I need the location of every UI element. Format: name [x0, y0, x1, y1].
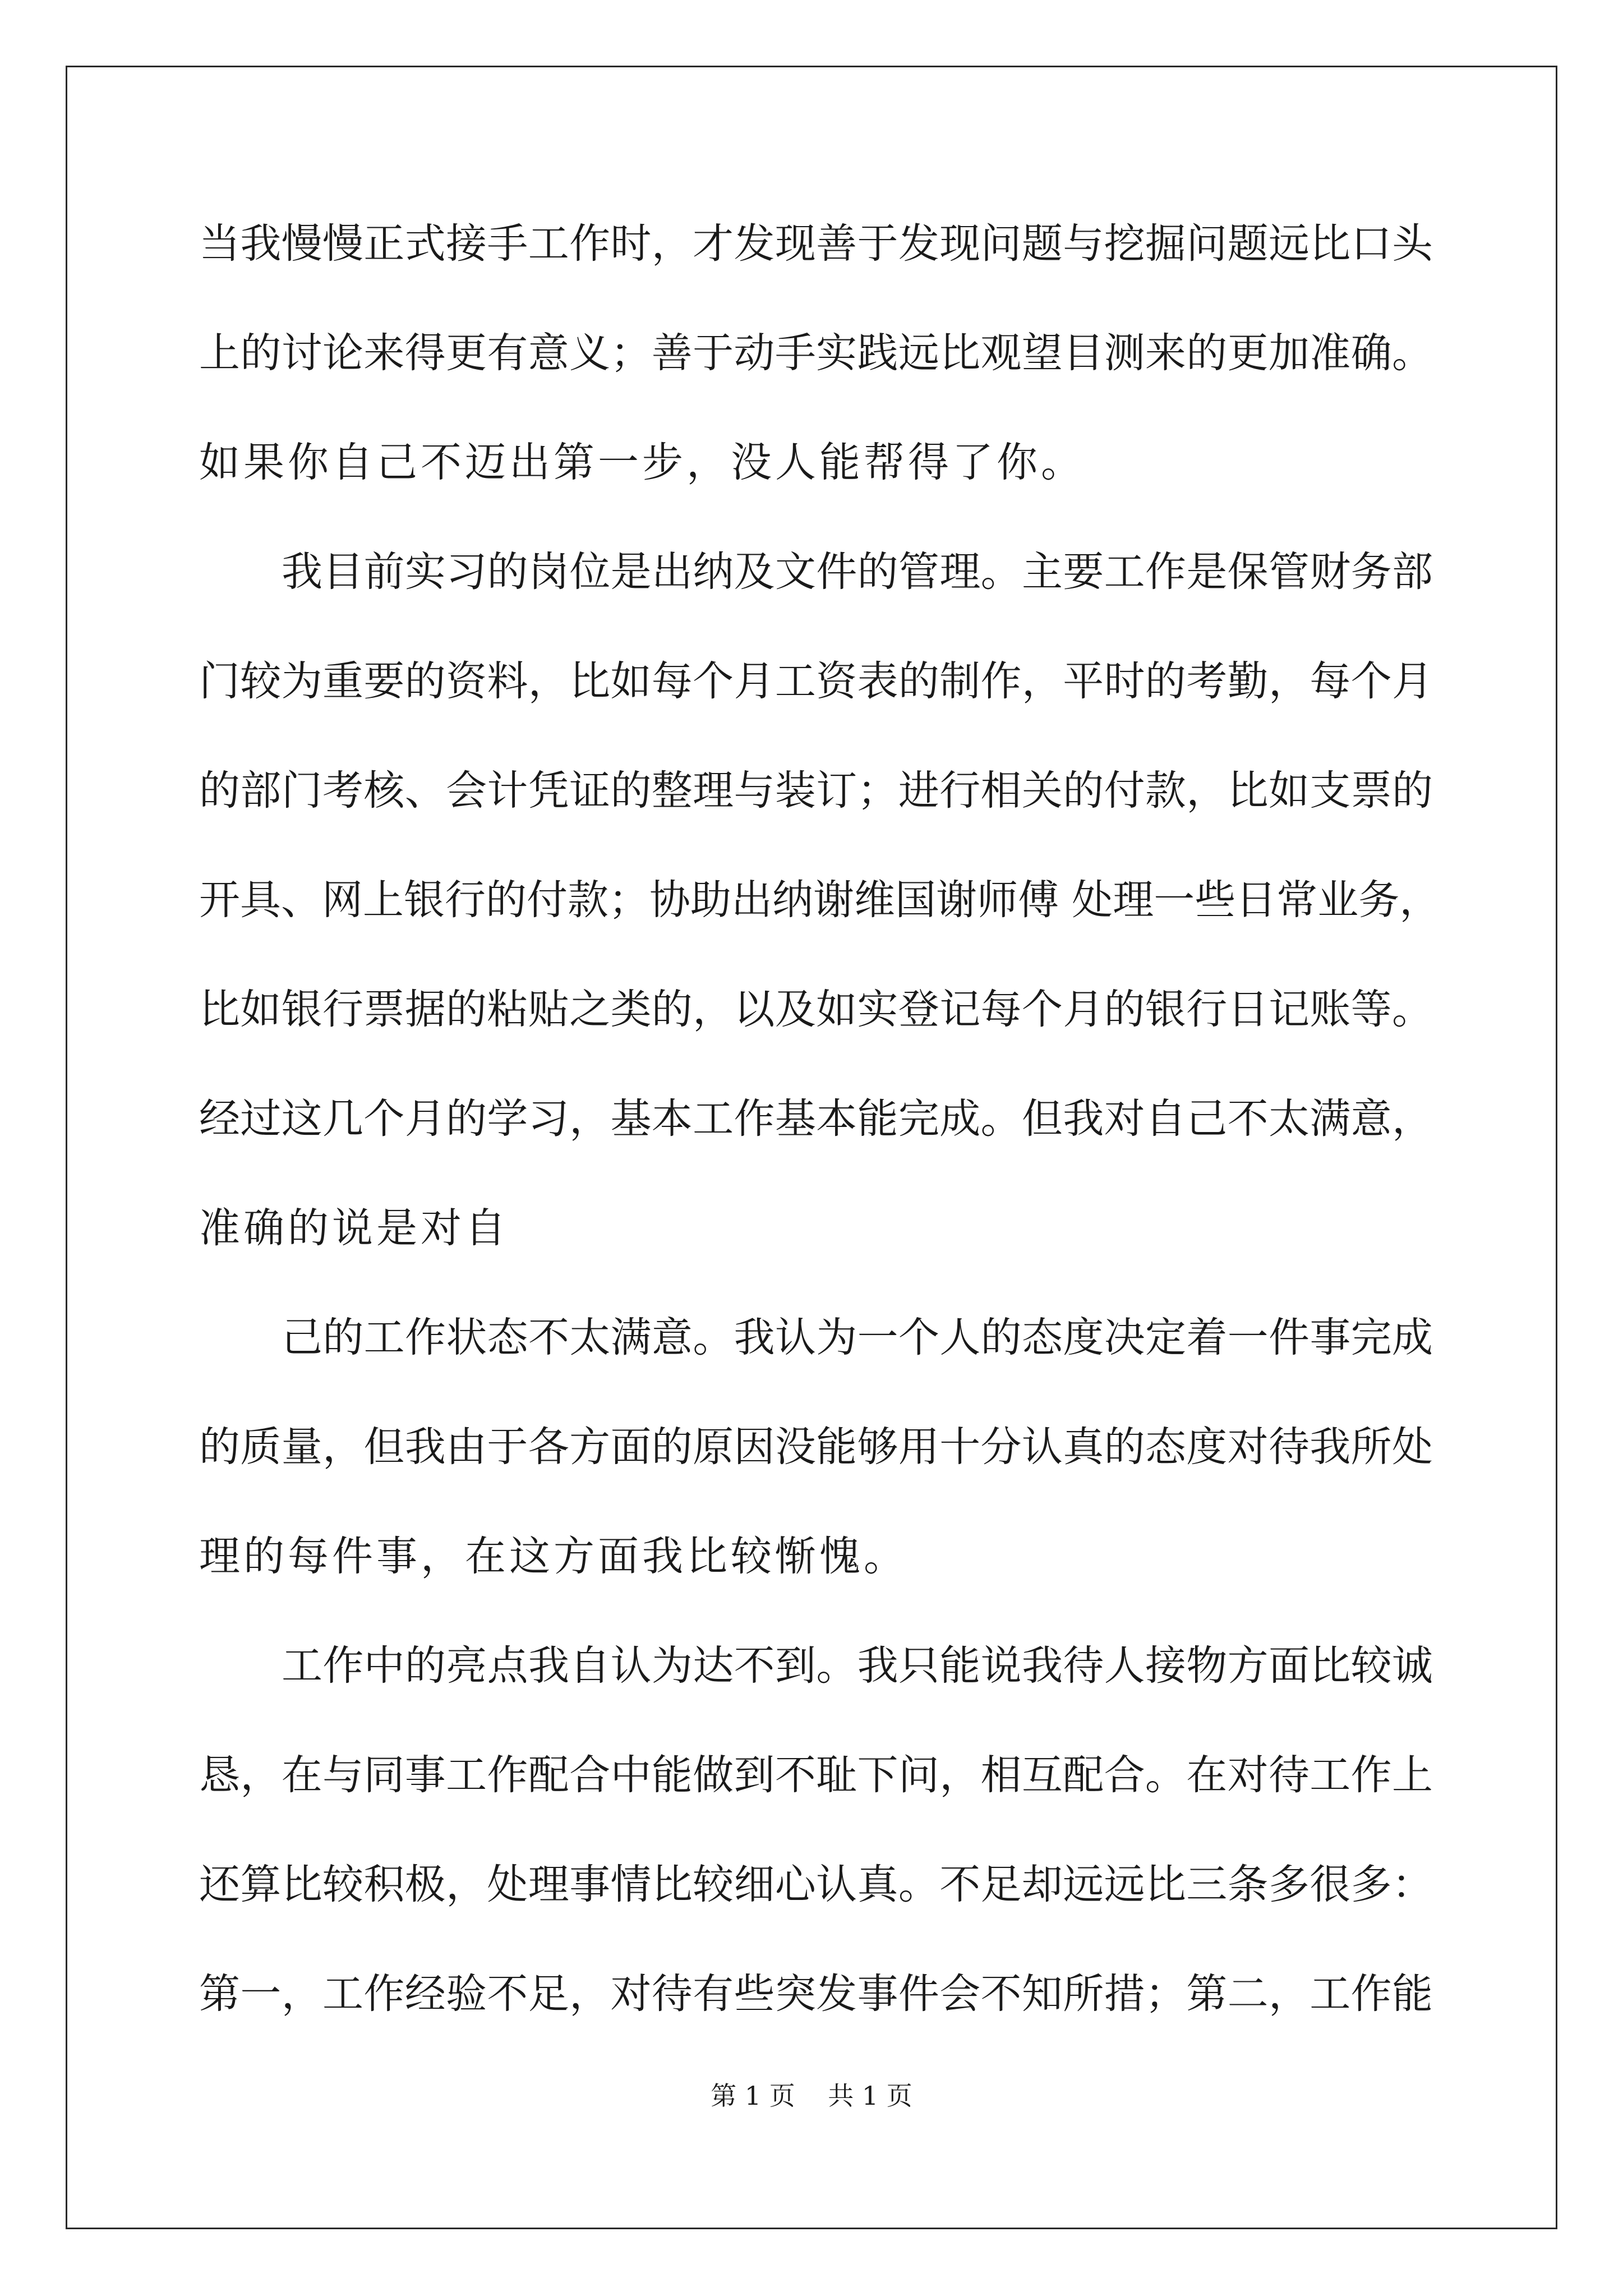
text-line: 准确的说是对自	[199, 1204, 509, 1252]
text-line: 理的每件事，在这方面我比较惭愧。	[199, 1533, 908, 1580]
text-line: 门较为重要的资料，比如每个月工资表的制作，平时的考勤，每个月	[199, 657, 1433, 705]
text-line: 工作中的亮点我自认为达不到。我只能说我待人接物方面比较诚	[282, 1642, 1433, 1690]
text-line: 第一，工作经验不足，对待有些突发事件会不知所措；第二，工作能	[199, 1970, 1433, 2018]
text-line: 上的讨论来得更有意义；善于动手实践远比观望目测来的更加准确。	[199, 329, 1433, 377]
text-line: 还算比较积极，处理事情比较细心认真。不足却远远比三条多很多：	[199, 1861, 1433, 1908]
text-line: 经过这几个月的学习，基本工作基本能完成。但我对自己不太满意，	[199, 1095, 1433, 1143]
text-line: 比如银行票据的粘贴之类的，以及如实登记每个月的银行日记账等。	[199, 986, 1433, 1033]
text-line: 如果你自己不迈出第一步，没人能帮得了你。	[199, 439, 1085, 486]
text-line: 当我慢慢正式接手工作时，才发现善于发现问题与挖掘问题远比口头	[199, 220, 1433, 268]
text-line: 的质量，但我由于各方面的原因没能够用十分认真的态度对待我所处	[199, 1423, 1433, 1471]
text-line: 开具、网上银行的付款；协助出纳谢维国谢师傅 处理一些日常业务，	[199, 876, 1441, 924]
text-line: 恳，在与同事工作配合中能做到不耻下问，相互配合。在对待工作上	[199, 1751, 1433, 1799]
page-number-footer: 第 1 页 共 1 页	[711, 2081, 912, 2111]
text-line: 己的工作状态不太满意。我认为一个人的态度决定着一件事完成	[282, 1314, 1433, 1361]
text-line: 的部门考核、会计凭证的整理与装订；进行相关的付款，比如支票的	[199, 767, 1433, 815]
text-line: 我目前实习的岗位是出纳及文件的管理。主要工作是保管财务部	[282, 548, 1433, 596]
